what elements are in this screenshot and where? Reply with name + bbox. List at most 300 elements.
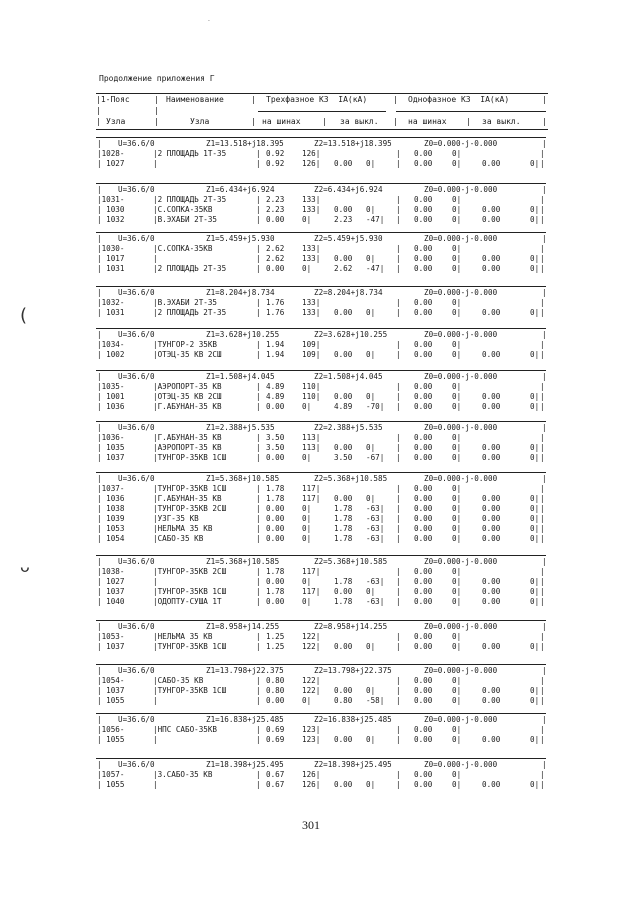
table-row	[96, 642, 546, 652]
block-z0: Z0=0.000-j-0.000	[424, 139, 498, 148]
table-row	[96, 567, 546, 577]
column-separator: |	[540, 725, 545, 734]
row-3ph-bus-angle: 110|	[302, 392, 321, 401]
column-separator: |	[396, 244, 401, 253]
column-separator: |	[540, 686, 545, 695]
row-node: |1036-	[97, 433, 125, 442]
node-block	[96, 421, 546, 464]
row-name: |НЕЛЬМА 35 КВ	[153, 632, 213, 641]
row-1ph-bus-current: 0.00	[414, 504, 433, 513]
column-separator: |	[256, 725, 261, 734]
row-3ph-switch-current: 0.00	[334, 780, 353, 789]
row-node: |1032-	[97, 298, 125, 307]
row-1ph-bus-current: 0.00	[414, 642, 433, 651]
row-node: |1038-	[97, 567, 125, 576]
row-name: |САБО-35 КВ	[153, 534, 204, 543]
row-1ph-switch-current: 0.00	[482, 402, 501, 411]
row-3ph-switch-current: 0.80	[334, 696, 353, 705]
row-1ph-bus-angle: 0|	[452, 350, 462, 359]
table-row	[96, 524, 546, 534]
row-3ph-bus-angle: 109|	[302, 340, 321, 349]
row-3ph-bus-current: 3.50	[266, 443, 285, 452]
row-name: |ОТЭЦ-35 КВ 2СШ	[153, 392, 222, 401]
column-separator: |	[396, 195, 401, 204]
column-separator: |	[396, 696, 401, 705]
column-separator: |	[540, 254, 545, 263]
column-separator: |	[256, 735, 261, 744]
row-name: |НПС САБО-35КВ	[153, 725, 218, 734]
block-z2: Z2=5.459+j5.930	[314, 234, 383, 243]
block-voltage: U=36.6/0	[118, 666, 155, 675]
row-3ph-bus-current: 1.94	[266, 340, 285, 349]
row-3ph-switch-angle: -63|	[366, 534, 385, 543]
row-1ph-bus-current: 0.00	[414, 494, 433, 503]
block-voltage: U=36.6/0	[118, 760, 155, 769]
table-row	[96, 514, 546, 524]
column-separator: |	[540, 433, 545, 442]
row-node: | 1055	[97, 696, 125, 705]
row-3ph-switch-current: 4.89	[334, 402, 353, 411]
row-name: |ТУНГОР-2 35КВ	[153, 340, 218, 349]
row-1ph-bus-current: 0.00	[414, 264, 433, 273]
block-z0: Z0=0.000-j-0.000	[424, 760, 498, 769]
column-separator: |	[396, 215, 401, 224]
table-row	[96, 298, 546, 308]
block-voltage: U=36.6/0	[118, 423, 155, 432]
row-3ph-switch-current: 1.78	[334, 524, 353, 533]
row-1ph-bus-angle: 0|	[452, 676, 462, 685]
block-z0: Z0=0.000-j-0.000	[424, 423, 498, 432]
row-3ph-bus-angle: 122|	[302, 632, 321, 641]
row-1ph-bus-angle: 0|	[452, 382, 462, 391]
row-node: | 1038	[97, 504, 125, 513]
row-name: |АЭРОПОРТ-35 КВ	[153, 443, 222, 452]
column-separator: |	[256, 494, 261, 503]
row-node: | 1037	[97, 453, 125, 462]
row-1ph-bus-current: 0.00	[414, 597, 433, 606]
row-1ph-bus-angle: 0|	[452, 514, 462, 523]
column-separator: |	[396, 392, 401, 401]
row-3ph-bus-angle: 133|	[302, 205, 321, 214]
column-separator: |	[540, 205, 545, 214]
row-3ph-bus-angle: 133|	[302, 254, 321, 263]
table-row	[96, 340, 546, 350]
table-row	[96, 632, 546, 642]
row-1ph-switch-angle: 0|	[530, 350, 540, 359]
column-separator: |	[540, 642, 545, 651]
row-name: |В.ЭХАБИ 2Т-35	[153, 215, 218, 224]
row-3ph-switch-angle: 0|	[366, 587, 376, 596]
row-3ph-bus-angle: 113|	[302, 443, 321, 452]
row-3ph-bus-angle: 0|	[302, 453, 312, 462]
row-3ph-bus-angle: 0|	[302, 514, 312, 523]
row-1ph-switch-angle: 0|	[530, 686, 540, 695]
block-z2: Z2=5.368+j10.585	[314, 557, 388, 566]
header-on-bus: на шинах	[262, 117, 301, 126]
row-node: | 1036	[97, 494, 125, 503]
row-3ph-switch-current: 0.00	[334, 205, 353, 214]
row-node: | 1053	[97, 524, 125, 533]
column-separator: |	[396, 587, 401, 596]
row-1ph-bus-angle: 0|	[452, 402, 462, 411]
row-1ph-switch-angle: 0|	[530, 587, 540, 596]
column-separator: |	[396, 298, 401, 307]
row-1ph-switch-angle: 0|	[530, 494, 540, 503]
node-block	[96, 137, 546, 170]
column-separator: |	[256, 392, 261, 401]
row-1ph-switch-angle: 0|	[530, 735, 540, 744]
header-at-switch2: за выкл.	[482, 117, 521, 126]
row-name: |ТУНГОР-35КВ 1СШ	[153, 587, 227, 596]
column-separator: |	[256, 340, 261, 349]
row-1ph-bus-angle: 0|	[452, 524, 462, 533]
block-z2: Z2=8.204+j8.734	[314, 288, 383, 297]
header-single-phase: Однофазное КЗ IA(кА)	[408, 95, 510, 104]
row-name: |	[153, 780, 158, 789]
block-z1: Z1=8.204+j8.734	[206, 288, 275, 297]
row-1ph-bus-current: 0.00	[414, 587, 433, 596]
header-col2-line1: Наименование	[166, 95, 224, 104]
row-name: |С.СОПКА-35КВ	[153, 244, 213, 253]
block-z0: Z0=0.000-j-0.000	[424, 330, 498, 339]
row-3ph-bus-current: 0.67	[266, 780, 285, 789]
block-z2: Z2=1.508+j4.045	[314, 372, 383, 381]
row-node: | 1039	[97, 514, 125, 523]
column-separator: |	[540, 443, 545, 452]
row-name: |ТУНГОР-35КВ 1СШ	[153, 642, 227, 651]
row-1ph-bus-current: 0.00	[414, 215, 433, 224]
row-3ph-bus-current: 0.92	[266, 149, 285, 158]
table-row	[96, 244, 546, 254]
page-number: 301	[302, 818, 320, 832]
table-row	[96, 159, 546, 169]
block-z2: Z2=2.388+j5.535	[314, 423, 383, 432]
row-1ph-bus-current: 0.00	[414, 686, 433, 695]
row-1ph-bus-angle: 0|	[452, 780, 462, 789]
row-3ph-bus-current: 1.25	[266, 642, 285, 651]
block-z0: Z0=0.000-j-0.000	[424, 622, 498, 631]
column-separator: |	[540, 382, 545, 391]
column-separator: |	[540, 392, 545, 401]
table-row	[96, 254, 546, 264]
row-3ph-switch-current: 2.23	[334, 215, 353, 224]
row-1ph-bus-angle: 0|	[452, 735, 462, 744]
row-node: | 1054	[97, 534, 125, 543]
row-1ph-bus-current: 0.00	[414, 149, 433, 158]
block-voltage: U=36.6/0	[118, 139, 155, 148]
row-1ph-switch-current: 0.00	[482, 494, 501, 503]
row-1ph-switch-angle: 0|	[530, 696, 540, 705]
column-separator: |	[256, 433, 261, 442]
table-row	[96, 597, 546, 607]
column-separator: |	[396, 686, 401, 695]
row-3ph-bus-angle: 126|	[302, 149, 321, 158]
table-row	[96, 484, 546, 494]
row-name: |ТУНГОР-35КВ 2СШ	[153, 504, 227, 513]
row-3ph-bus-current: 1.78	[266, 484, 285, 493]
row-3ph-bus-current: 0.69	[266, 725, 285, 734]
row-3ph-bus-angle: 133|	[302, 308, 321, 317]
block-z1: Z1=16.838+j25.485	[206, 715, 284, 724]
column-separator: |	[540, 504, 545, 513]
row-1ph-switch-current: 0.00	[482, 587, 501, 596]
column-separator: |	[396, 205, 401, 214]
row-node: | 1037	[97, 642, 125, 651]
row-3ph-bus-current: 0.69	[266, 735, 285, 744]
table-row	[96, 308, 546, 318]
table-row	[96, 433, 546, 443]
row-1ph-bus-angle: 0|	[452, 534, 462, 543]
table-row	[96, 195, 546, 205]
row-node: | 1002	[97, 350, 125, 359]
column-separator: |	[256, 254, 261, 263]
row-node: |1054-	[97, 676, 125, 685]
column-separator: |	[256, 264, 261, 273]
row-1ph-switch-current: 0.00	[482, 205, 501, 214]
row-name: |	[153, 254, 158, 263]
row-1ph-switch-angle: 0|	[530, 254, 540, 263]
table-row	[96, 725, 546, 735]
row-1ph-bus-current: 0.00	[414, 484, 433, 493]
row-3ph-switch-current: 1.78	[334, 577, 353, 586]
row-3ph-switch-angle: 0|	[366, 494, 376, 503]
column-separator: |	[396, 524, 401, 533]
table-row	[96, 264, 546, 274]
row-1ph-switch-current: 0.00	[482, 254, 501, 263]
row-1ph-switch-angle: 0|	[530, 264, 540, 273]
column-separator: |	[540, 350, 545, 359]
row-3ph-bus-angle: 0|	[302, 534, 312, 543]
column-separator: |	[256, 308, 261, 317]
row-3ph-bus-angle: 126|	[302, 159, 321, 168]
row-3ph-bus-angle: 123|	[302, 735, 321, 744]
row-node: | 1040	[97, 597, 125, 606]
row-3ph-bus-current: 0.00	[266, 215, 285, 224]
row-1ph-switch-current: 0.00	[482, 577, 501, 586]
row-1ph-switch-current: 0.00	[482, 686, 501, 695]
row-3ph-switch-current: 0.00	[334, 254, 353, 263]
block-z1: Z1=8.958+j14.255	[206, 622, 280, 631]
row-3ph-switch-current: 3.50	[334, 453, 353, 462]
row-1ph-bus-current: 0.00	[414, 443, 433, 452]
row-3ph-bus-angle: 0|	[302, 524, 312, 533]
page-caption: Продолжение приложения Г	[99, 74, 215, 83]
row-1ph-bus-current: 0.00	[414, 514, 433, 523]
row-3ph-switch-angle: 0|	[366, 686, 376, 695]
row-node: | 1035	[97, 443, 125, 452]
table-row	[96, 504, 546, 514]
column-separator: |	[256, 676, 261, 685]
row-node: |1028-	[97, 149, 125, 158]
row-3ph-switch-current: 0.00	[334, 443, 353, 452]
column-separator: |	[540, 735, 545, 744]
table-row	[96, 587, 546, 597]
node-block	[96, 713, 546, 746]
column-separator: |	[540, 587, 545, 596]
row-node: |1031-	[97, 195, 125, 204]
column-separator: |	[256, 443, 261, 452]
row-3ph-bus-current: 0.00	[266, 402, 285, 411]
node-block	[96, 620, 546, 653]
column-separator: |	[540, 780, 545, 789]
node-block	[96, 328, 546, 361]
row-3ph-bus-current: 0.67	[266, 770, 285, 779]
block-z2: Z2=5.368+j10.585	[314, 474, 388, 483]
column-separator: |	[256, 597, 261, 606]
column-separator: |	[540, 264, 545, 273]
column-separator: |	[396, 534, 401, 543]
row-1ph-bus-current: 0.00	[414, 350, 433, 359]
column-separator: |	[540, 632, 545, 641]
row-1ph-switch-current: 0.00	[482, 308, 501, 317]
column-separator: |	[540, 402, 545, 411]
row-1ph-switch-angle: 0|	[530, 597, 540, 606]
row-name: |В.ЭХАБИ 2Т-35	[153, 298, 218, 307]
row-1ph-bus-angle: 0|	[452, 770, 462, 779]
row-1ph-bus-current: 0.00	[414, 534, 433, 543]
column-separator: |	[396, 770, 401, 779]
row-1ph-switch-current: 0.00	[482, 534, 501, 543]
column-separator: |	[540, 159, 545, 168]
row-3ph-bus-current: 2.62	[266, 254, 285, 263]
row-node: |1035-	[97, 382, 125, 391]
column-separator: |	[256, 149, 261, 158]
row-3ph-switch-angle: -58|	[366, 696, 385, 705]
row-1ph-bus-angle: 0|	[452, 149, 462, 158]
column-separator: |	[396, 676, 401, 685]
row-name: |	[153, 577, 158, 586]
row-3ph-bus-angle: 133|	[302, 195, 321, 204]
block-header-row: | U=36.6/0 Z1=13.518+j18.395 Z2=13.518+j18.395 Z0=0.000-j-0.000 |	[97, 139, 547, 148]
row-1ph-switch-angle: 0|	[530, 159, 540, 168]
column-separator: |	[256, 780, 261, 789]
row-1ph-switch-angle: 0|	[530, 524, 540, 533]
row-node: |1053-	[97, 632, 125, 641]
column-separator: |	[256, 514, 261, 523]
block-z0: Z0=0.000-j-0.000	[424, 234, 498, 243]
row-name: |ТУНГОР-35КВ 2СШ	[153, 567, 227, 576]
row-1ph-bus-angle: 0|	[452, 686, 462, 695]
row-1ph-bus-current: 0.00	[414, 159, 433, 168]
column-separator: |	[256, 484, 261, 493]
column-separator: |	[540, 298, 545, 307]
row-3ph-switch-current: 0.00	[334, 735, 353, 744]
block-z1: Z1=13.518+j18.395	[206, 139, 284, 148]
column-separator: |	[256, 577, 261, 586]
row-3ph-switch-angle: -63|	[366, 514, 385, 523]
block-z0: Z0=0.000-j-0.000	[424, 185, 498, 194]
block-header-row: | U=36.6/0 Z1=8.958+j14.255 Z2=8.958+j14.255 Z0=0.000-j-0.000 |	[97, 622, 547, 631]
row-3ph-bus-angle: 122|	[302, 686, 321, 695]
table-row	[96, 402, 546, 412]
row-3ph-switch-current: 0.00	[334, 350, 353, 359]
scan-speck: ·	[208, 18, 210, 25]
table-row	[96, 534, 546, 544]
row-name: |Г.АБУНАН-35 КВ	[153, 433, 222, 442]
row-3ph-bus-angle: 0|	[302, 696, 312, 705]
column-separator: |	[256, 696, 261, 705]
row-1ph-bus-current: 0.00	[414, 577, 433, 586]
row-3ph-switch-angle: 0|	[366, 254, 376, 263]
row-name: |ОТЭЦ-35 КВ 2СШ	[153, 350, 222, 359]
row-3ph-bus-angle: 133|	[302, 298, 321, 307]
table-row	[96, 676, 546, 686]
row-1ph-bus-current: 0.00	[414, 770, 433, 779]
row-1ph-bus-angle: 0|	[452, 642, 462, 651]
row-3ph-bus-current: 0.00	[266, 264, 285, 273]
row-3ph-bus-current: 1.78	[266, 587, 285, 596]
column-separator: |	[256, 632, 261, 641]
row-name: |ТУНГОР-35КВ 1СШ	[153, 453, 227, 462]
row-3ph-switch-angle: -63|	[366, 524, 385, 533]
column-separator: |	[540, 577, 545, 586]
row-3ph-bus-current: 1.94	[266, 350, 285, 359]
row-node: | 1037	[97, 587, 125, 596]
row-1ph-bus-angle: 0|	[452, 340, 462, 349]
column-separator: |	[256, 382, 261, 391]
row-1ph-bus-angle: 0|	[452, 632, 462, 641]
column-separator: |	[540, 149, 545, 158]
row-3ph-switch-current: 0.00	[334, 494, 353, 503]
row-1ph-bus-angle: 0|	[452, 577, 462, 586]
node-block	[96, 664, 546, 707]
row-1ph-switch-angle: 0|	[530, 453, 540, 462]
row-1ph-bus-angle: 0|	[452, 597, 462, 606]
block-z2: Z2=16.838+j25.485	[314, 715, 392, 724]
row-3ph-bus-angle: 0|	[302, 577, 312, 586]
row-1ph-bus-current: 0.00	[414, 676, 433, 685]
block-z0: Z0=0.000-j-0.000	[424, 372, 498, 381]
column-separator: |	[540, 567, 545, 576]
block-header-row: | U=36.6/0 Z1=18.398+j25.495 Z2=18.398+j25.495 Z0=0.000-j-0.000 |	[97, 760, 547, 769]
row-node: | 1055	[97, 735, 125, 744]
row-1ph-switch-angle: 0|	[530, 514, 540, 523]
row-node: | 1030	[97, 205, 125, 214]
column-separator: |	[396, 494, 401, 503]
row-3ph-switch-angle: -67|	[366, 453, 385, 462]
row-1ph-bus-angle: 0|	[452, 587, 462, 596]
row-3ph-bus-current: 0.80	[266, 676, 285, 685]
row-node: | 1037	[97, 686, 125, 695]
row-1ph-bus-current: 0.00	[414, 453, 433, 462]
row-1ph-switch-angle: 0|	[530, 534, 540, 543]
row-1ph-bus-angle: 0|	[452, 392, 462, 401]
row-1ph-bus-angle: 0|	[452, 244, 462, 253]
row-1ph-switch-current: 0.00	[482, 780, 501, 789]
block-header-row: | U=36.6/0 Z1=5.368+j10.585 Z2=5.368+j10.585 Z0=0.000-j-0.000 |	[97, 557, 547, 566]
row-node: | 1027	[97, 577, 125, 586]
row-1ph-bus-angle: 0|	[452, 443, 462, 452]
row-1ph-switch-current: 0.00	[482, 159, 501, 168]
row-3ph-bus-angle: 117|	[302, 484, 321, 493]
block-voltage: U=36.6/0	[118, 288, 155, 297]
row-3ph-bus-current: 4.89	[266, 392, 285, 401]
row-1ph-bus-angle: 0|	[452, 195, 462, 204]
row-1ph-bus-angle: 0|	[452, 298, 462, 307]
row-node: | 1031	[97, 264, 125, 273]
row-3ph-bus-angle: 109|	[302, 350, 321, 359]
table-row	[96, 686, 546, 696]
table-header: |1-Пояс | | Узла | | | Наименование Узла | | Трехфазное КЗ IA(кА) на шинах | за выкл. | | Однофазное КЗ IA(кА) на шинах | за выкл. | |	[96, 93, 548, 130]
row-3ph-bus-angle: 122|	[302, 676, 321, 685]
column-separator: |	[256, 298, 261, 307]
row-node: |1037-	[97, 484, 125, 493]
row-1ph-switch-angle: 0|	[530, 215, 540, 224]
row-3ph-switch-angle: -63|	[366, 504, 385, 513]
row-1ph-bus-angle: 0|	[452, 494, 462, 503]
row-1ph-switch-angle: 0|	[530, 443, 540, 452]
row-3ph-switch-angle: 0|	[366, 350, 376, 359]
